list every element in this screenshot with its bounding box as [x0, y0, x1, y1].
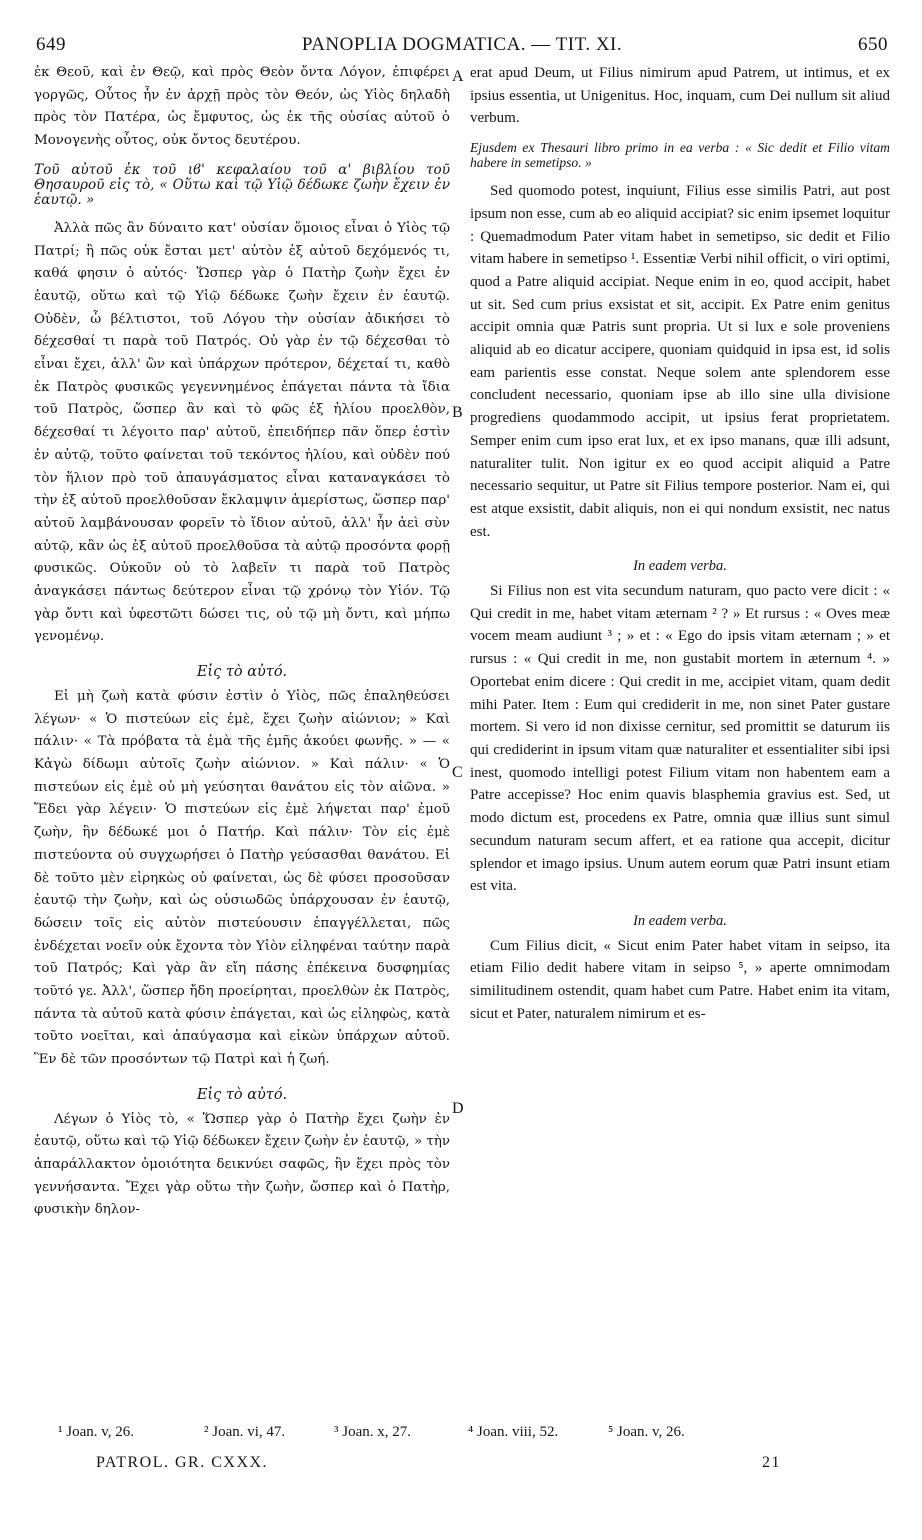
margin-marker-d: D — [452, 1100, 464, 1117]
page-footer — [96, 1454, 796, 1478]
latin-section-heading-2: In eadem verba. — [633, 912, 727, 929]
latin-paragraph-4: Cum Filius dicit, « Sicut enim Pater habet vitam in seipso, ita etiam Filio dedit habere vitam in seipso ⁵, » aperte omnimodam similitudinem ostendit, quam habet cum Patre. Habet enim ita vitam, sicut et Pater, naturalem nimirum et es- — [470, 937, 890, 1022]
latin-paragraph-1: erat apud Deum, ut Filius nimirum apud Patrem, ut intimus, et ex ipsius essentia, ut Unigenitus. Hoc, inquam, cum Dei nullum sit aliud verbum. — [470, 65, 890, 127]
footnote-3: ³ Joan. x, 27. — [334, 1424, 411, 1440]
margin-marker-c: C — [452, 764, 463, 781]
footnote-1: ¹ Joan. v, 26. — [58, 1424, 135, 1440]
greek-column — [34, 62, 450, 1222]
gathering-number: 21 — [762, 1454, 781, 1471]
greek-lemma: Τοῦ αὐτοῦ ἐκ τοῦ ιϐ' κεφαλαίου τοῦ α' βιβλίου τοῦ Θησαυροῦ εἰς τὸ, « Οὕτω καὶ τῷ Υἱῷ δέδωκε ζωὴν ἔχειν ἐν ἑαυτῷ. » — [34, 161, 450, 208]
volume-signature: PATROL. GR. CXXX. — [96, 1454, 269, 1471]
running-title: PANOPLIA DOGMATICA. — TIT. XI. — [301, 34, 623, 55]
margin-marker-b: B — [452, 404, 463, 421]
greek-paragraph-4: Λέγων ὁ Υἱὸς τὸ, « Ὥσπερ γὰρ ὁ Πατὴρ ἔχει ζωὴν ἐν ἑαυτῷ, οὕτω καὶ τῷ Υἱῷ δέδωκεν ἔχειν ζωὴν ἐν ἑαυτῷ, » τὴν ἀπαράλλακτον ὁμοιότητα δεικνύει σαφῶς, ἣν ἔχει πρὸς τὸν γεννήσαντα. Ἔχει γὰρ οὕτω τὴν ζωὴν, ὥσπερ καὶ ὁ Πατὴρ, φυσικὴν δηλον- — [34, 1111, 450, 1218]
latin-section-heading-1: In eadem verba. — [633, 558, 727, 575]
latin-paragraph-2: Sed quomodo potest, inquiunt, Filius esse similis Patri, aut post ipsum non esse, cum ab eo aliquid accipiat? sic enim ipsemet loquitur : Quemadmodum Pater vitam habet in semetipso, sic dedit et Filio vitam habere in semetipso ¹. Essentiæ Verbi nihil officit, o viri optimi, quod a Patre aliquid accipiat. Neque enim in eo, quod accipit, habet ut sit. Sed cum prius exsistat et sit, accipit. Ex Patre enim genitus accipit omnia quæ Patris sunt propria. Ut si lux e sole proveniens aliquid ab eo dicatur accipere, quoniam quidquid in ipsa est, id solis eam parientis esse constat. Neque solem ante splendorem esse concludent necessario, quoniam ipse ab illo sine ulla divisione progrediens quodammodo accipit, ut ipsius ferat proprietatem. Semper enim cum ipso erat lux, et ex ipso manans, quæ illi adsunt, naturaliter tulit. Non igitur ex eo quod accipit aliquid a Patre necessario sequitur, ut Patre sit Filius tempore posterior. Nam ei, qui est atque exsistit, dabit aliquis, non ei qui nondum exsistit, nec natus est. — [470, 183, 890, 540]
latin-lemma: Ejusdem ex Thesauri libro primo in ea verba : « Sic dedit et Filio vitam habere in semetipso. » — [470, 140, 890, 171]
footnote-2: ² Joan. vi, 47. — [204, 1424, 286, 1440]
margin-marker-a: A — [452, 68, 464, 85]
running-header — [36, 34, 888, 58]
latin-paragraph-3: Si Filius non est vita secundum naturam, quo pacto vere dicit : « Qui credit in me, habet vitam æternam ² ? » Et rursus : « Oves meæ vocem meam audiunt ³ ; » et : « Ego do ipsis vitam æternam ; » et rursus : « Qui credit in me, non gustabit mortem in æternum ⁴. » Oportebat enim dicere : Qui credit in me, accipiet vitam, quam dedit mihi Pater. Item : Eum qui crediderit in me, non sinet Pater gustare mortem. Si vero id non dixisse cernitur, sed promittit se daturum iis qui crediderint in ipsum vitam quæ naturaliter et essentialiter sibi ipsi inest, quomodo intelligi potest Filium vitam non habentem eam a Patre accepisse? Hoc enim quavis blasphemia gravius est. Sed, ut modo dictum est, procedens ex Patre, omnia quæ illius sunt simul secundum naturam secum affert, et ea ratione qua accepit, dicitur splendor et imago ipsius. Unum autem eorum quæ Patri insunt etiam est vita. — [470, 583, 890, 895]
page-number-left: 649 — [36, 34, 66, 55]
greek-paragraph-3: Εἰ μὴ ζωὴ κατὰ φύσιν ἐστὶν ὁ Υἱὸς, πῶς ἐπαληθεύσει λέγων· « Ὁ πιστεύων εἰς ἐμὲ, ἔχει ζωὴν αἰώνιον; » Καὶ πάλιν· « Τὰ πρόβατα τὰ ἐμὰ τῆς ἐμῆς ἀκούει φωνῆς. » — « Κἀγὼ δίδωμι αὐτοῖς ζωὴν αἰώνιον. » Καὶ πάλιν· « Ὁ πιστεύων εἰς ἐμὲ οὐ μὴ γεύσηται θανάτου εἰς τὸν αἰῶνα. » Ἔδει γὰρ λέγειν· Ὁ πιστεύων εἰς ἐμὲ λήψεται παρ' ἐμοῦ ζωὴν, ἣν δέδωκέ μοι ὁ Πατήρ. Καὶ πάλιν· Τὸν εἰς ἐμὲ πιστεύοντα οὐ συγχωρήσει ὁ Πατὴρ γεύσασθαι θανάτου. Εἰ δὲ τοῦτο μὲν εἰρηκὼς οὐ φαίνεται, ὡς δὲ φύσει προσοῦσαν ἑαυτῷ τὴν ζωὴν, καὶ ὡς οὐσιωδῶς ὑπάρχουσαν ἐν ἑαυτῷ, δώσειν τοῖς εἰς αὐτὸν πιστεύουσιν ἐπαγγέλλεται, πῶς ἐνδέχεται νοεῖν οὐκ ἔχοντα τὸν Υἱὸν εἰληφέναι ταύτην παρὰ τοῦ Πατρός; Καὶ γὰρ ἂν εἴη πάσης ἐπέκεινα δυσφημίας τοῦτό γε. Ἀλλ', ὥσπερ ἤδη προείρηται, προελθὼν ἐκ Πατρὸς, πάντα τὰ αὐτοῦ κατὰ φύσιν ἐπάγεται, καὶ ὡς εἰληφὼς, κατὰ τοῦτο νοεῖται, καὶ ἀπαύγασμα καὶ εἰκὼν ὑπάρχων αὐτοῦ. Ἓν δὲ τῶν προσόντων τῷ Πατρὶ καὶ ἡ ζωή. — [34, 688, 450, 1068]
greek-paragraph-2: Ἀλλὰ πῶς ἂν δύναιτο κατ' οὐσίαν ὅμοιος εἶναι ὁ Υἱὸς τῷ Πατρί; ἢ πῶς οὐκ ἔσται μετ' αὐτὸν ἐξ αὐτοῦ δεχόμενός τι, καθά φησιν ὁ αὐτός· Ὥσπερ γὰρ ὁ Πατὴρ ζωὴν ἔχει ἐν ἑαυτῷ, οὕτω καὶ τῷ Υἱῷ δέδωκε ζωὴν ἔχειν ἐν ἑαυτῷ. Οὐδὲν, ὦ βέλτιστοι, τοῦ Λόγου τὴν οὐσίαν ἀδικήσει τὸ δέχεσθαί τι παρὰ τοῦ Πατρός. Οὐ γὰρ ἐν τῷ δέχεσθαι τὸ εἶναι ἔχει, ἀλλ' ὢν καὶ ὑπάρχων πρότερον, δέχεταί τι, καθὸ ἐκ Πατρὸς φυσικῶς γεγεννημένος ἐπάγεται πάντα τὰ ἴδια τοῦ Πατρὸς, ὥσπερ ἂν καὶ τὸ φῶς ἐξ ἡλίου προελθὸν, δέχεσθαί τι λέγοιτο παρ' αὐτοῦ, ἐπειδήπερ πᾶν ὅπερ ἐστὶν ἐν αὐτῷ, τοῦτο φαίνεται τοῦ τεκόντος ἡλίου, καὶ οὐδὲν πού τὸν ἥλιον πρὸ τοῦ ἀπαυγάσματος εἶναι καταναγκάσει τὸ τὴν ἐξ αὐτοῦ προελθοῦσαν ἔκλαμψιν ἀμερίστως, ὥσπερ παρ' αὐτοῦ λαμβάνουσαν φορεῖν τὸ ἴδιον αὐτοῦ, ἀλλ' ἦν ἀεὶ σὺν αὐτῷ, κἂν ὡς ἐξ αὐτοῦ προελθοῦσα τὰ αὐτῷ προσόντα φορῇ φυσικῶς. Οὐκοῦν οὐ τὸ λαβεῖν τι παρὰ τοῦ Πατρὸς ἀναγκάσει πάντως δεύτερον εἶναι τῷ χρόνῳ τὸν Υἱόν. Τῷ γὰρ ὄντι καὶ ὑφεστῶτι δώσει τις, οὐ τῷ μὴ ὄντι, καὶ μήπω γενομένῳ. — [34, 220, 450, 645]
greek-paragraph-1: ἐκ Θεοῦ, καὶ ἐν Θεῷ, καὶ πρὸς Θεὸν ὄντα Λόγον, ἐπιφέρει γοργῶς, Οὗτος ἦν ἐν ἀρχῇ πρὸς τὸν Θεόν, ὡς Υἱὸς δηλαδὴ πρὸς τὸν Πατέρα, ὡς ἔμφυτος, ὡς ἐκ τῆς οὐσίας αὐτοῦ ὁ Μονογενὴς οὗτος, οὐκ ὄντος δευτέρου. — [34, 65, 450, 149]
latin-column — [470, 62, 890, 1025]
footnote-5: ⁵ Joan. v, 26. — [608, 1424, 685, 1440]
greek-section-heading-2: Εἰς τὸ αὐτό. — [196, 1086, 288, 1103]
page-number-right: 650 — [858, 34, 888, 55]
footnotes — [58, 1424, 898, 1446]
greek-section-heading-1: Εἰς τὸ αὐτό. — [196, 664, 288, 681]
footnote-4: ⁴ Joan. viii, 52. — [468, 1424, 559, 1440]
